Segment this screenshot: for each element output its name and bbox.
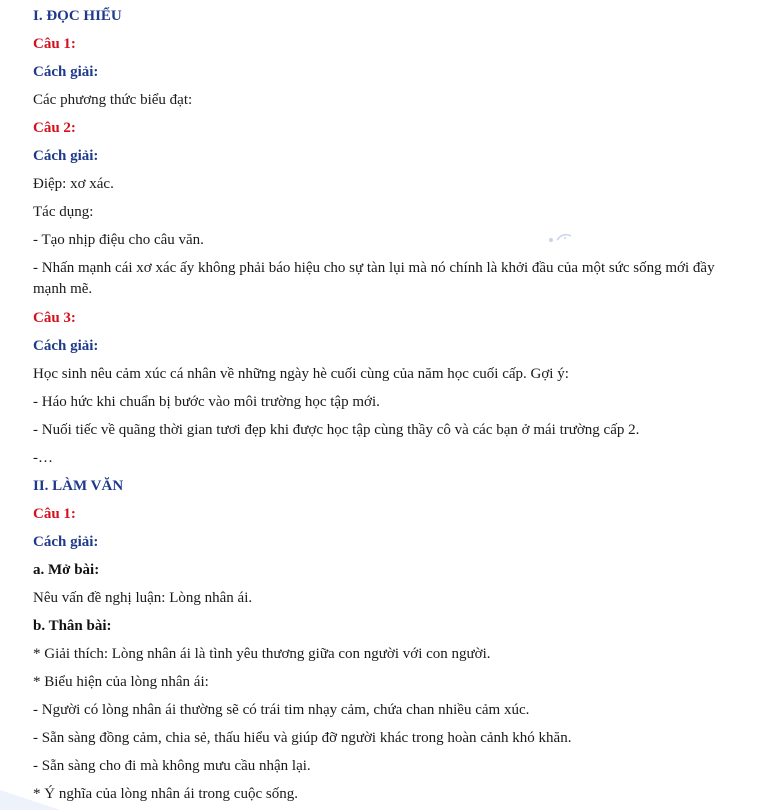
part1-title: I. ĐỌC HIỂU <box>33 8 122 24</box>
body-line-3: - Người có lòng nhân ái thường sẽ có trái tim nhạy cảm, chứa chan nhiều cảm xúc. <box>33 702 530 718</box>
part2-title: II. LÀM VĂN <box>33 478 124 494</box>
q3-label: Câu 3: <box>33 310 76 326</box>
body-line-6: * Ý nghĩa của lòng nhân ái trong cuộc sống. <box>33 786 298 802</box>
q3-line-3: - Nuối tiếc về quãng thời gian tươi đẹp khi được học tập cùng thầy cô và các bạn ở mái trường cấp 2. <box>33 422 640 438</box>
q2-method-label: Cách giải: <box>33 148 99 164</box>
q2-line-1: Điệp: xơ xác. <box>33 176 114 192</box>
body-line-2: * Biểu hiện của lòng nhân ái: <box>33 674 209 690</box>
part2-q1-method-label: Cách giải: <box>33 534 99 550</box>
q3-line-2: - Háo hức khi chuẩn bị bước vào môi trường học tập mới. <box>33 394 380 410</box>
page-corner-decoration-icon <box>0 770 60 810</box>
part2-q1-label: Câu 1: <box>33 506 76 522</box>
watermark-icon <box>545 228 575 248</box>
q2-line-4: - Nhấn mạnh cái xơ xác ấy không phải báo hiệu cho sự tàn lụi mà nó chính là khởi đầu của một sức sống mới đầy mạnh mẽ. <box>33 260 715 297</box>
q3-method-label: Cách giải: <box>33 338 99 354</box>
body-heading: b. Thân bài: <box>33 618 112 634</box>
q3-line-4: -… <box>33 450 53 466</box>
q2-line-2: Tác dụng: <box>33 204 94 220</box>
body-line-1: * Giải thích: Lòng nhân ái là tình yêu thương giữa con người với con người. <box>33 646 491 662</box>
q3-line-1: Học sinh nêu cảm xúc cá nhân về những ngày hè cuối cùng của năm học cuối cấp. Gợi ý: <box>33 366 569 382</box>
q2-line-3: - Tạo nhịp điệu cho câu văn. <box>33 232 204 248</box>
q1-answer: Các phương thức biểu đạt: <box>33 92 193 108</box>
q1-method-label: Cách giải: <box>33 64 99 80</box>
body-line-4: - Sẵn sàng đồng cảm, chia sẻ, thấu hiểu và giúp đỡ người khác trong hoàn cảnh khó khăn. <box>33 730 572 746</box>
q1-label: Câu 1: <box>33 36 76 52</box>
body-line-5: - Sẵn sàng cho đi mà không mưu cầu nhận lại. <box>33 758 311 774</box>
intro-heading: a. Mở bài: <box>33 562 100 578</box>
intro-text: Nêu vấn đề nghị luận: Lòng nhân ái. <box>33 590 253 606</box>
q2-label: Câu 2: <box>33 120 76 136</box>
